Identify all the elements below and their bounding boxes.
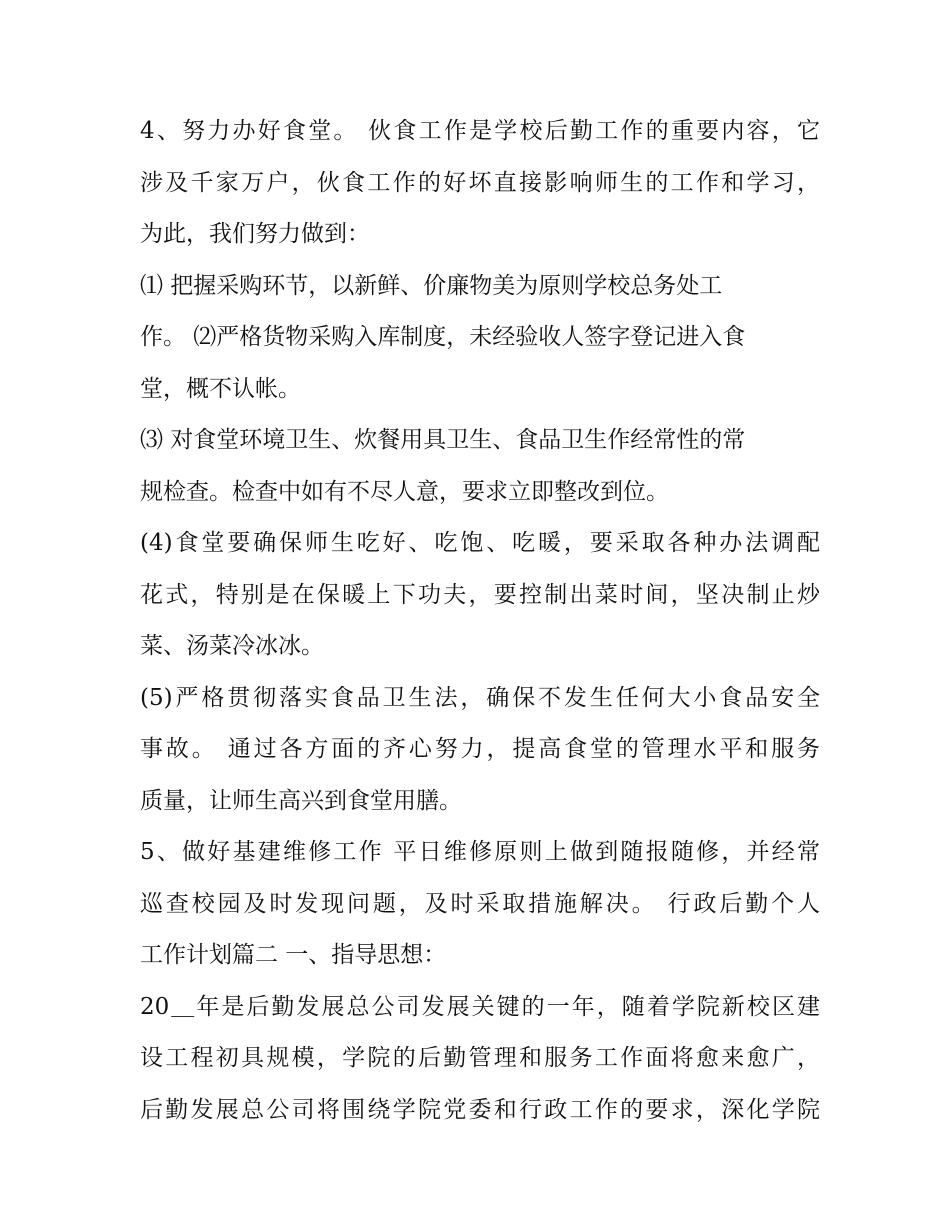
text-line-12: (5)严格贯彻落实食品卫生法，确保不发生任何大小食品安全	[140, 684, 820, 711]
text-line-9: (4)食堂要确保师生吃好、吃饱、吃暖，要采取各种办法调配	[140, 530, 820, 556]
text-line-3: 为此，我们努力做到：	[140, 221, 370, 247]
document-body	[140, 106, 820, 1136]
text-line-16: 巡查校园及时发现问题，及时采取措施解决。 行政后勤个人	[140, 890, 820, 917]
text-line-8: 规检查。检查中如有不尽人意，要求立即整改到位。	[140, 478, 669, 505]
text-line-11: 菜、汤菜冷冰冰。	[140, 633, 324, 659]
text-line-2: 涉及千家万户，伙食工作的好坏直接影响师生的工作和学习，	[140, 169, 820, 196]
text-line-20: 后勤发展总公司将围绕学院党委和行政工作的要求，深化学院	[140, 1096, 820, 1123]
text-line-1: 4、努力办好食堂。 伙食工作是学校后勤工作的重要内容，它	[140, 118, 820, 144]
text-line-17: 工作计划篇二 一、指导思想：	[140, 942, 447, 968]
text-line-10: 花式，特别是在保暖上下功夫，要控制出菜时间，坚决制止炒	[140, 581, 820, 608]
text-line-15: 5、做好基建维修工作 平日维修原则上做到随报随修，并经常	[140, 839, 820, 865]
text-line-4: ⑴ 把握采购环节，以新鲜、价廉物美为原则学校总务处工	[140, 272, 723, 299]
text-line-7: ⑶ 对食堂环境卫生、炊餐用具卫生、食品卫生作经常性的常	[140, 427, 746, 453]
text-line-6: 堂，概不认帐。	[140, 375, 301, 402]
text-line-5: 作。 ⑵严格货物采购入库制度，未经验收人签字登记进入食	[140, 324, 746, 350]
text-line-19: 设工程初具规模，学院的后勤管理和服务工作面将愈来愈广，	[140, 1045, 820, 1071]
text-line-18: 20＿年是后勤发展总公司发展关键的一年，随着学院新校区建	[140, 993, 820, 1020]
text-line-14: 质量，让师生高兴到食堂用膳。	[140, 787, 462, 814]
text-line-13: 事故。 通过各方面的齐心努力，提高食堂的管理水平和服务	[140, 736, 820, 762]
